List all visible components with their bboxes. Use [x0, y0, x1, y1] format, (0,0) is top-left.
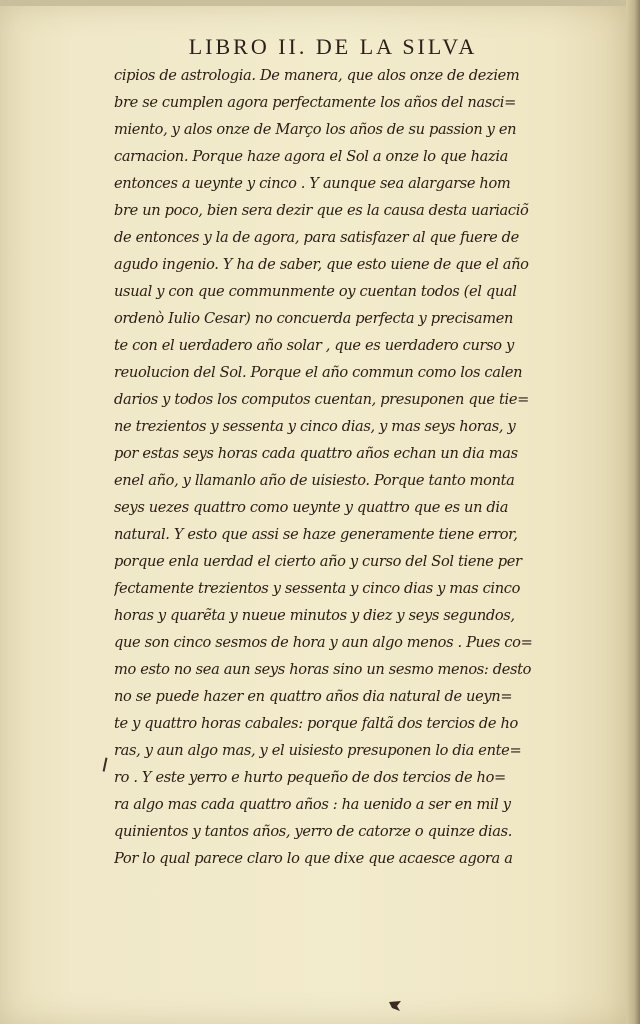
text-line: porque enla uerdad el cierto año y curso del Sol tiene per [114, 553, 522, 570]
text-line: horas y quarẽta y nueue minutos y diez y seys segundos, [114, 607, 515, 624]
text-line: ne trezientos y sessenta y cinco dias, y mas seys horas, y [114, 418, 516, 435]
text-line: te y quattro horas cabales: porque faltã dos tercios de ho [114, 715, 518, 732]
text-line: fectamente trezientos y sessenta y cinco dias y mas cinco [114, 580, 521, 597]
text-line: entonces a ueynte y cinco . Y aunque sea alargarse hom [114, 175, 511, 192]
text-line: ra algo mas cada quattro años : ha uenido a ser en mil y [114, 796, 511, 813]
text-line: usual y con que communmente oy cuentan todos (el qual [114, 283, 517, 300]
text-line: te con el uerdadero año solar , que es uerdadero curso y [114, 337, 514, 354]
text-line: quinientos y tantos años, yerro de catorze o quinze dias. [114, 823, 512, 840]
text-line: ro . Y este yerro e hurto pequeño de dos tercios de ho= [114, 769, 506, 786]
text-line: por estas seys horas cada quattro años echan un dia mas [114, 445, 518, 462]
text-line: agudo ingenio. Y ha de saber, que esto uiene de que el año [114, 256, 529, 273]
running-head: LIBRO II. DE LA SILVA [188, 34, 478, 59]
text-line: Por lo qual parece claro lo que dixe que acaesce agora a [114, 850, 513, 867]
text-line: ordenò Iulio Cesar) no concuerda perfecta y precisamen [114, 310, 514, 327]
text-line: cipios de astrologia. De manera, que alos onze de deziem [114, 67, 520, 84]
text-line: bre se cumplen agora perfectamente los años del nasci= [114, 94, 516, 111]
catchword-ornament-icon [388, 1000, 402, 1012]
text-line: enel año, y llamanlo año de uisiesto. Porque tanto monta [114, 472, 515, 489]
text-line: reuolucion del Sol. Porque el año commun como los calen [114, 364, 523, 381]
text-line: no se puede hazer en quattro años dia natural de ueyn= [114, 688, 513, 705]
text-line: darios y todos los computos cuentan, presuponen que tie= [114, 391, 529, 408]
text-line: natural. Y esto que assi se haze generamente tiene error, [114, 526, 518, 543]
text-line: mo esto no sea aun seys horas sino un sesmo menos: desto [114, 661, 532, 678]
text-block [114, 62, 582, 872]
text-line: de entonces y la de agora, para satisfazer al que fuere de [114, 229, 519, 246]
text-line: ras, y aun algo mas, y el uisiesto presuponen lo dia ente= [114, 742, 522, 759]
text-line: bre un poco, bien sera dezir que es la causa desta uariaciõ [114, 202, 529, 219]
text-line: miento, y alos onze de Março los años de su passion y en [114, 121, 517, 138]
page-edge [626, 0, 640, 1024]
text-line: carnacion. Porque haze agora el Sol a onze lo que hazia [114, 148, 509, 165]
text-line: seys uezes quattro como ueynte y quattro que es un dia [114, 499, 509, 516]
text-line: que son cinco sesmos de hora y aun algo menos . Pues co= [114, 634, 533, 651]
